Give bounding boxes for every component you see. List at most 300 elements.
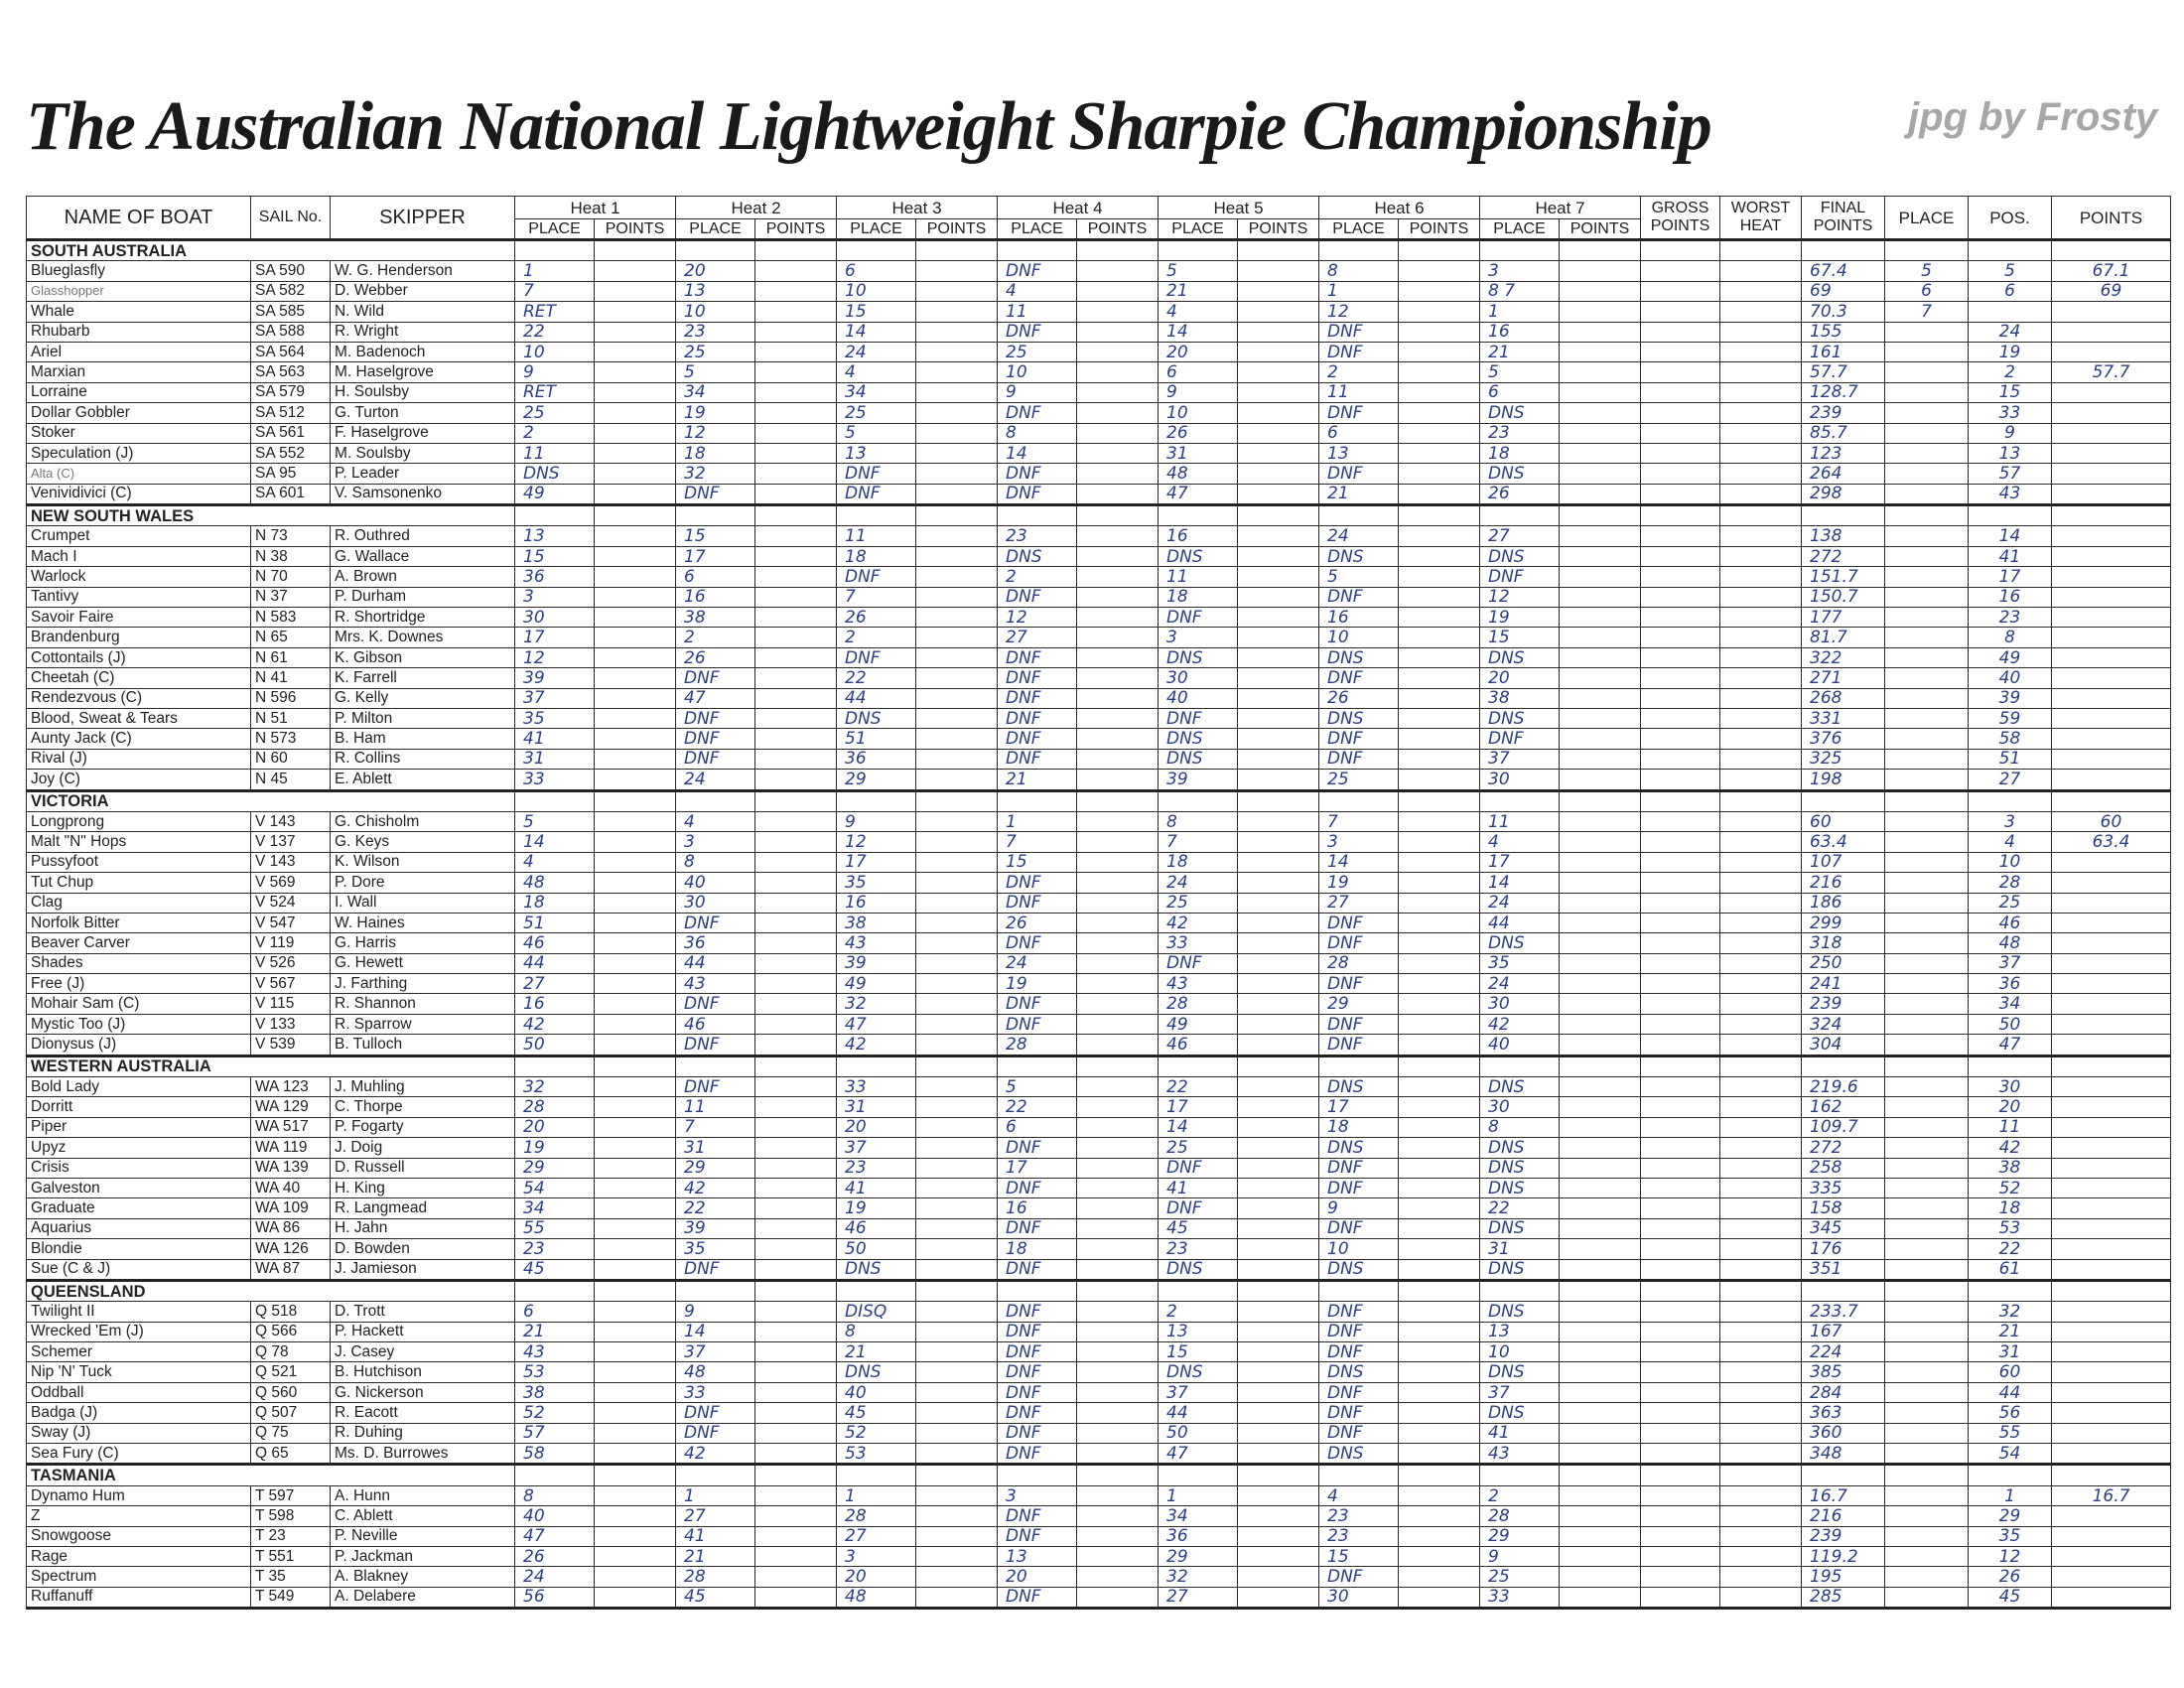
heat-1-place: 21 [515,1322,595,1341]
points [2052,1035,2171,1055]
heat-4-points [1077,1117,1159,1137]
table-row [27,1403,2171,1423]
heat-4-place: 21 [998,770,1077,790]
heat-1-place: 19 [515,1138,595,1158]
heat-4-points [1077,974,1159,994]
sail-number: T 35 [251,1567,331,1587]
place [1885,708,1969,728]
heat-5-place: 20 [1159,342,1238,361]
heat-5-points [1238,1526,1319,1546]
final-points: 239 [1802,1526,1885,1546]
heat-3-points [916,1382,998,1402]
heat-7-points [1560,1423,1641,1443]
empty-cell [595,790,676,811]
place [1885,443,1969,463]
table-row [27,1444,2171,1465]
heat-2-place: 10 [676,302,755,322]
heat-7-points [1560,1485,1641,1505]
worst-heat [1720,647,1802,667]
heat-2-points [755,1547,837,1567]
heat-1-points [595,974,676,994]
heat-3-place: 26 [837,608,916,628]
heat-6-points [1399,1485,1480,1505]
heat-5-points [1238,770,1319,790]
heat-4-points [1077,1138,1159,1158]
col-header-heat-1: Heat 1 [515,197,676,219]
heat-7-points [1560,994,1641,1014]
heat-4-points [1077,302,1159,322]
heat-3-place: 45 [837,1403,916,1423]
points [2052,1178,2171,1197]
place [1885,913,1969,932]
table-row [27,729,2171,749]
heat-4-place: DNF [998,1382,1077,1402]
heat-4-points [1077,913,1159,932]
points [2052,1526,2171,1546]
gross-points [1641,1587,1720,1608]
table-row [27,546,2171,566]
heat-4-place: 4 [998,281,1077,301]
boat-name: Tantivy [27,587,251,607]
heat-5-points [1238,1178,1319,1197]
sail-number: WA 126 [251,1239,331,1259]
heat-6-place: 10 [1319,1239,1399,1259]
heat-5-points [1238,608,1319,628]
heat-4-points [1077,770,1159,790]
empty-cell [1560,240,1641,261]
heat-5-points [1238,1382,1319,1402]
gross-points [1641,302,1720,322]
heat-3-points [916,688,998,708]
heat-6-points [1399,1218,1480,1238]
heat-3-place: 16 [837,893,916,913]
heat-1-place: 12 [515,647,595,667]
boat-name: Rival (J) [27,749,251,769]
empty-cell [998,1465,1077,1485]
empty-cell [1802,1055,1885,1076]
heat-3-place: DNS [837,1259,916,1280]
skipper-name: E. Ablett [331,770,515,790]
points [2052,1239,2171,1259]
heat-2-place: 45 [676,1587,755,1608]
heat-6-points [1399,484,1480,504]
heat-1-points [595,1444,676,1465]
heat-6-place: 4 [1319,1485,1399,1505]
heat-7-place: 30 [1480,994,1560,1014]
skipper-name: B. Tulloch [331,1035,515,1055]
heat-1-place: 56 [515,1587,595,1608]
heat-7-place: 41 [1480,1423,1560,1443]
col-header-heat-5-place: PLACE [1159,219,1238,240]
place [1885,382,1969,402]
col-header-heat-6: Heat 6 [1319,197,1480,219]
heat-2-place: 2 [676,628,755,647]
final-points: 158 [1802,1198,1885,1218]
heat-3-points [916,1077,998,1097]
heat-3-place: 1 [837,1485,916,1505]
boat-name: Wrecked 'Em (J) [27,1322,251,1341]
heat-5-points [1238,628,1319,647]
heat-7-place: DNS [1480,403,1560,423]
final-points: 385 [1802,1362,1885,1382]
position: 14 [1969,526,2052,546]
sail-number: V 115 [251,994,331,1014]
gross-points [1641,484,1720,504]
final-points: 167 [1802,1322,1885,1341]
heat-2-place: 7 [676,1117,755,1137]
heat-6-place: DNF [1319,1035,1399,1055]
heat-2-points [755,1342,837,1362]
heat-1-place: 15 [515,546,595,566]
skipper-name: D. Russell [331,1158,515,1178]
heat-2-points [755,1239,837,1259]
heat-7-place: DNS [1480,1259,1560,1280]
heat-6-points [1399,708,1480,728]
heat-7-place: 3 [1480,261,1560,281]
heat-5-points [1238,302,1319,322]
heat-2-points [755,647,837,667]
boat-name: Dionysus (J) [27,1035,251,1055]
gross-points [1641,281,1720,301]
points: 16.7 [2052,1485,2171,1505]
boat-name: Aunty Jack (C) [27,729,251,749]
heat-1-place: 30 [515,608,595,628]
skipper-name: P. Fogarty [331,1117,515,1137]
skipper-name: R. Shannon [331,994,515,1014]
boat-name: Clag [27,893,251,913]
empty-cell [1077,790,1159,811]
heat-2-points [755,994,837,1014]
region-row [27,240,2171,261]
heat-6-place: 12 [1319,302,1399,322]
place [1885,608,1969,628]
heat-6-points [1399,1322,1480,1341]
heat-6-place: 29 [1319,994,1399,1014]
heat-2-points [755,933,837,953]
heat-3-points [916,1138,998,1158]
boat-name: Mystic Too (J) [27,1014,251,1034]
heat-1-place: 6 [515,1302,595,1322]
heat-1-place: 25 [515,403,595,423]
col-header-heat-1-place: PLACE [515,219,595,240]
heat-1-place: 31 [515,749,595,769]
heat-5-place: 24 [1159,873,1238,893]
table-header [27,197,2171,240]
heat-7-place: DNS [1480,933,1560,953]
empty-cell [1560,1280,1641,1301]
heat-2-points [755,1485,837,1505]
worst-heat [1720,423,1802,443]
col-header-heat-6-points: POINTS [1399,219,1480,240]
heat-2-points [755,1526,837,1546]
heat-1-place: 33 [515,770,595,790]
final-points: 325 [1802,749,1885,769]
heat-5-points [1238,832,1319,852]
heat-2-place: 16 [676,587,755,607]
position: 23 [1969,608,2052,628]
place [1885,628,1969,647]
heat-2-place: DNF [676,729,755,749]
heat-5-place: 1 [1159,1485,1238,1505]
boat-name: Crumpet [27,526,251,546]
empty-cell [1802,1280,1885,1301]
table-row [27,749,2171,769]
place [1885,546,1969,566]
heat-3-place: 10 [837,281,916,301]
heat-3-points [916,382,998,402]
sail-number: WA 86 [251,1218,331,1238]
col-header-boat: NAME OF BOAT [27,197,251,240]
sail-number: N 70 [251,567,331,587]
heat-4-points [1077,403,1159,423]
heat-3-place: 53 [837,1444,916,1465]
heat-3-points [916,811,998,831]
empty-cell [595,240,676,261]
heat-3-points [916,1547,998,1567]
empty-cell [1480,790,1560,811]
heat-3-points [916,1423,998,1443]
worst-heat [1720,1097,1802,1117]
heat-1-place: 34 [515,1198,595,1218]
heat-4-place: DNF [998,994,1077,1014]
region-name: VICTORIA [27,790,515,811]
empty-cell [1641,1280,1720,1301]
final-points: 345 [1802,1218,1885,1238]
heat-4-points [1077,1485,1159,1505]
points [2052,322,2171,342]
table-row [27,1138,2171,1158]
heat-5-place: 39 [1159,770,1238,790]
boat-name: Rhubarb [27,322,251,342]
table-row [27,770,2171,790]
place [1885,994,1969,1014]
boat-name: Upyz [27,1138,251,1158]
heat-2-points [755,1423,837,1443]
gross-points [1641,1342,1720,1362]
worst-heat [1720,1567,1802,1587]
heat-1-points [595,1014,676,1034]
heat-2-points [755,1014,837,1034]
table-row [27,668,2171,688]
points [2052,688,2171,708]
heat-2-place: 39 [676,1218,755,1238]
heat-6-place: DNS [1319,647,1399,667]
place [1885,933,1969,953]
worst-heat [1720,852,1802,872]
final-points: 69 [1802,281,1885,301]
boat-name: Crisis [27,1158,251,1178]
empty-cell [1077,240,1159,261]
heat-6-points [1399,1506,1480,1526]
place: 6 [1885,281,1969,301]
worst-heat [1720,1014,1802,1034]
worst-heat [1720,1158,1802,1178]
sail-number: SA 552 [251,443,331,463]
heat-4-points [1077,261,1159,281]
heat-6-place: 1 [1319,281,1399,301]
heat-7-place: 37 [1480,749,1560,769]
table-row [27,1259,2171,1280]
heat-3-place: DNS [837,1362,916,1382]
heat-2-place: 31 [676,1138,755,1158]
points [2052,546,2171,566]
empty-cell [1159,1465,1238,1485]
gross-points [1641,1382,1720,1402]
worst-heat [1720,729,1802,749]
skipper-name: G. Turton [331,403,515,423]
heat-3-place: 3 [837,1547,916,1567]
heat-4-points [1077,647,1159,667]
place [1885,832,1969,852]
gross-points [1641,1547,1720,1567]
points [2052,526,2171,546]
points [2052,628,2171,647]
heat-2-place: 30 [676,893,755,913]
position: 54 [1969,1444,2052,1465]
heat-5-place: 4 [1159,302,1238,322]
points [2052,1567,2171,1587]
heat-5-points [1238,1035,1319,1055]
heat-1-points [595,688,676,708]
heat-3-points [916,1567,998,1587]
empty-cell [1969,1465,2052,1485]
heat-1-points [595,708,676,728]
boat-name: Shades [27,953,251,973]
final-points: 57.7 [1802,362,1885,382]
heat-1-place: 18 [515,893,595,913]
place [1885,484,1969,504]
skipper-name: R. Collins [331,749,515,769]
heat-2-points [755,546,837,566]
place [1885,322,1969,342]
sail-number: T 23 [251,1526,331,1546]
heat-5-place: 14 [1159,1117,1238,1137]
skipper-name: K. Farrell [331,668,515,688]
heat-7-place: DNS [1480,1178,1560,1197]
table-row [27,852,2171,872]
heat-1-points [595,749,676,769]
heat-1-place: 37 [515,688,595,708]
heat-5-place: 7 [1159,832,1238,852]
heat-4-place: 27 [998,628,1077,647]
sail-number: WA 40 [251,1178,331,1197]
worst-heat [1720,587,1802,607]
heat-1-points [595,1567,676,1587]
gross-points [1641,1198,1720,1218]
heat-6-points [1399,770,1480,790]
table-row [27,628,2171,647]
heat-6-points [1399,1567,1480,1587]
empty-cell [1969,505,2052,526]
worst-heat [1720,1198,1802,1218]
heat-5-place: 32 [1159,1567,1238,1587]
heat-4-points [1077,567,1159,587]
sail-number: SA 582 [251,281,331,301]
heat-6-points [1399,974,1480,994]
worst-heat [1720,1117,1802,1137]
heat-5-points [1238,1302,1319,1322]
heat-3-points [916,1239,998,1259]
heat-6-points [1399,567,1480,587]
heat-4-points [1077,933,1159,953]
heat-4-place: DNF [998,1259,1077,1280]
worst-heat [1720,1547,1802,1567]
table-row [27,1322,2171,1341]
heat-7-place: 22 [1480,1198,1560,1218]
points [2052,1302,2171,1322]
skipper-name: P. Neville [331,1526,515,1546]
heat-2-points [755,423,837,443]
heat-5-points [1238,1014,1319,1034]
heat-1-place: 35 [515,708,595,728]
heat-4-place: 25 [998,342,1077,361]
boat-name: Free (J) [27,974,251,994]
col-header-heat-4-points: POINTS [1077,219,1159,240]
boat-name: Joy (C) [27,770,251,790]
table-row [27,1485,2171,1505]
heat-5-place: 34 [1159,1506,1238,1526]
points [2052,749,2171,769]
heat-3-points [916,729,998,749]
heat-3-points [916,1097,998,1117]
sail-number: WA 139 [251,1158,331,1178]
skipper-name: I. Wall [331,893,515,913]
place [1885,647,1969,667]
heat-2-place: DNF [676,1077,755,1097]
points [2052,342,2171,361]
heat-4-place: 18 [998,1239,1077,1259]
col-header-heat-3: Heat 3 [837,197,998,219]
heat-3-place: DNF [837,567,916,587]
final-points: 348 [1802,1444,1885,1465]
final-points: 81.7 [1802,628,1885,647]
heat-5-place: 10 [1159,403,1238,423]
position: 57 [1969,464,2052,484]
place [1885,873,1969,893]
position: 18 [1969,1198,2052,1218]
heat-1-place: 51 [515,913,595,932]
heat-2-points [755,811,837,831]
heat-1-points [595,464,676,484]
table-row [27,688,2171,708]
heat-3-points [916,974,998,994]
heat-7-place: 24 [1480,974,1560,994]
empty-cell [1969,1055,2052,1076]
worst-heat [1720,688,1802,708]
heat-6-place: 21 [1319,484,1399,504]
heat-1-place: 38 [515,1382,595,1402]
heat-2-points [755,484,837,504]
region-name: QUEENSLAND [27,1280,515,1301]
place [1885,770,1969,790]
heat-1-place: 50 [515,1035,595,1055]
heat-4-place: 12 [998,608,1077,628]
heat-2-place: 11 [676,1097,755,1117]
heat-5-place: DNF [1159,1158,1238,1178]
heat-3-points [916,362,998,382]
worst-heat [1720,893,1802,913]
heat-1-place: 24 [515,1567,595,1587]
empty-cell [837,1055,916,1076]
region-row [27,505,2171,526]
position: 42 [1969,1138,2052,1158]
heat-5-points [1238,1403,1319,1423]
boat-name: Brandenburg [27,628,251,647]
empty-cell [1802,240,1885,261]
boat-name: Warlock [27,567,251,587]
empty-cell [1077,1280,1159,1301]
heat-7-points [1560,668,1641,688]
